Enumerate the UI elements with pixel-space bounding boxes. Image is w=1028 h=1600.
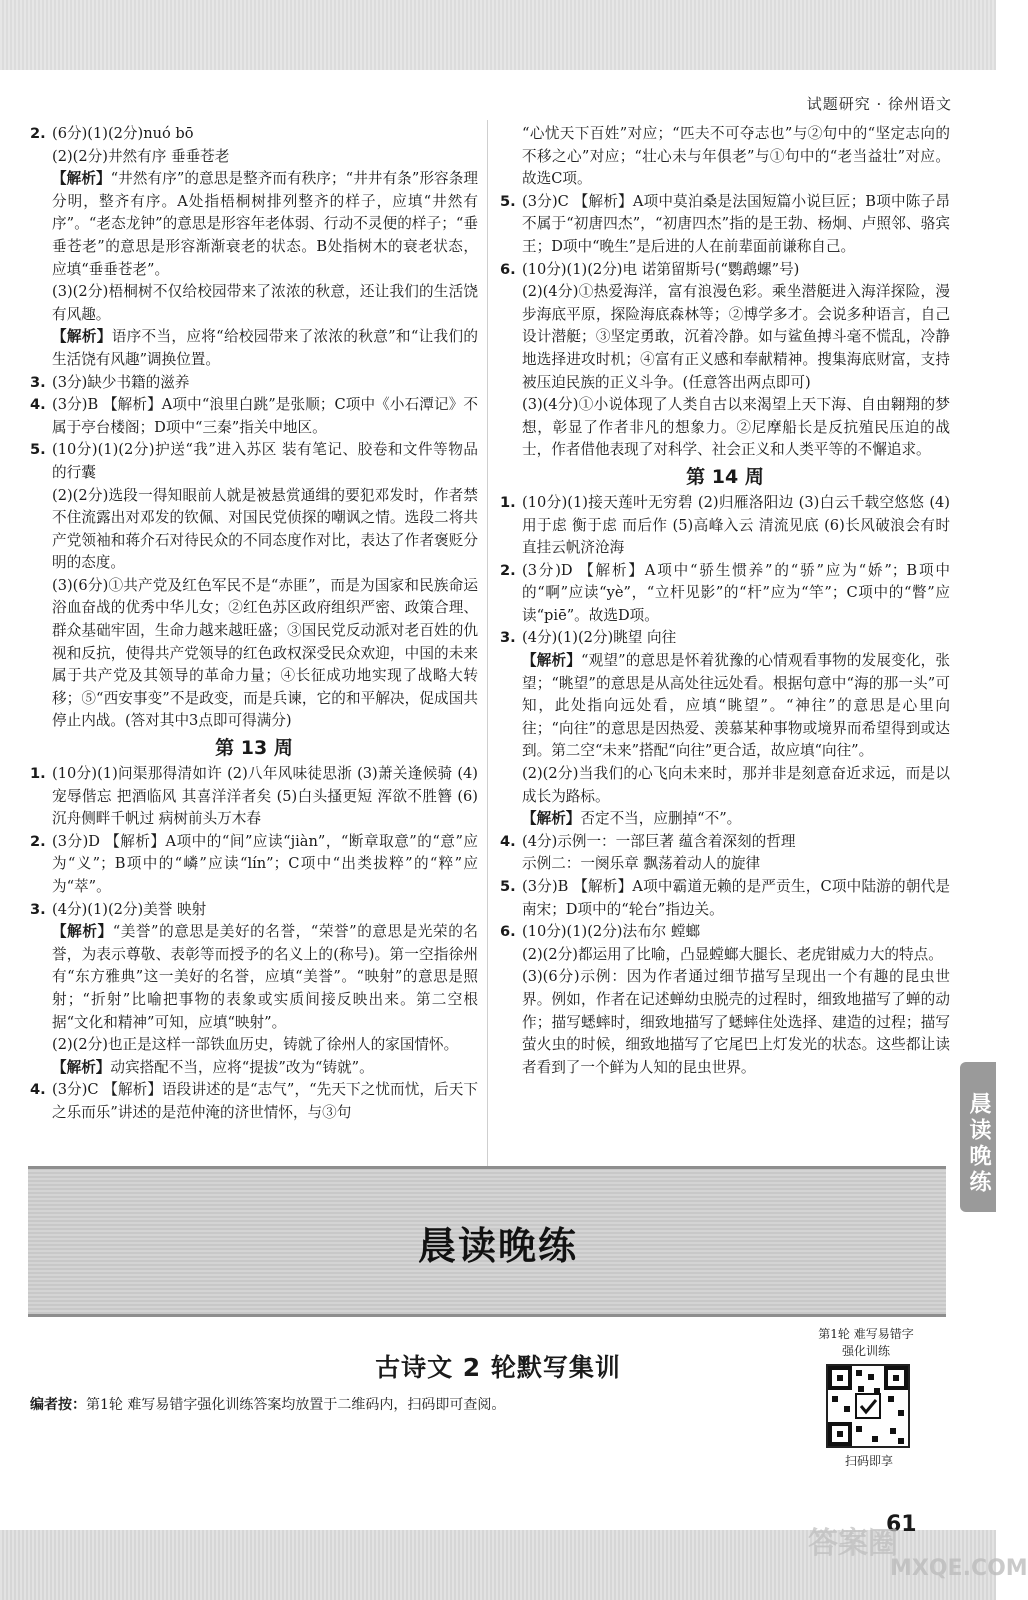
answer-line (500, 259, 950, 282)
side-section-tab: 晨读晚练 (960, 1062, 996, 1212)
analysis-tag: 【解析】 (522, 810, 581, 828)
analysis-tag: 【解析】 (52, 328, 112, 346)
answer-text: (2)(2分)当我们的心飞向未来时，那并非是刻意奋近求远，而是以成长为路标。 (522, 765, 950, 805)
question-number: 6. (500, 260, 516, 278)
question-number: 5. (30, 441, 46, 459)
column-divider (487, 120, 488, 1195)
answer-line (30, 281, 478, 326)
answer-text: 否定不当，应删掉“不”。 (580, 810, 742, 828)
answer-line (30, 168, 478, 281)
answer-text: (2)(4分)①热爱海洋，富有浪漫色彩。乘坐潜艇进入海洋探险，漫步海底平原，探险海底森林等；②博学多才。会说多种语言，自己设计潜艇；③坚定勇敢，沉着冷静。如与鲨鱼搏斗毫不慌乱，冷静地选择进攻时机；④富有正义感和奉献精神。搜集海底财富，支持被压迫民族的正义斗争。(任意答出两点即可) (522, 283, 950, 391)
editor-note-label: 编者按： (30, 1397, 86, 1413)
qr-caption: 第1轮 难写易错字强化训练 (818, 1327, 914, 1358)
right-column (500, 123, 950, 1079)
answer-line (500, 394, 950, 462)
page-number: 61 (886, 1512, 917, 1537)
answer-text: (4分)示例一：一部巨著 蕴含着深刻的哲理 (522, 832, 796, 850)
question-number: 4. (500, 832, 516, 850)
top-scan-strip (0, 0, 996, 70)
question-number: 4. (30, 396, 46, 414)
answer-line (500, 966, 950, 1079)
answer-text: (4分)(1)(2分)眺望 向往 (522, 629, 677, 647)
question-number: 4. (30, 1081, 46, 1099)
answer-text: (3)(6分)①共产党及红色军民不是“赤匪”，而是为国家和民族命运浴血奋战的优秀中华儿女；②红色苏区政府组织严密、政策合理、群众基础牢固，生命力越来越旺盛；③国民党反动派对老百姓的仇视和反抗，使得共产党领导的红色政权深受民众欢迎，中国的未来属于共产党及其领导的革命力量；④长征成功地实现了战略大转移；⑤“西安事变”不是政变，而是兵谏，它的和平解决，促成国共停止内战。(答对其中3点即可得满分) (52, 576, 478, 730)
week-14-heading: 第 14 周 (686, 465, 764, 488)
answer-text: (3)(2分)梧桐树不仅给校园带来了浓浓的秋意，还让我们的生活饶有风趣。 (52, 283, 478, 323)
qr-code[interactable] (826, 1364, 910, 1448)
answer-line (30, 899, 478, 922)
answer-line (500, 944, 950, 967)
answer-line (30, 1034, 478, 1057)
question-number: 5. (500, 878, 516, 895)
section-title: 古诗文 2 轮默写集训 (375, 1353, 621, 1382)
question-number: 2. (500, 561, 516, 579)
question-number: 3. (500, 629, 516, 647)
answer-line (30, 575, 478, 733)
answer-text: (3分)缺少书籍的滋养 (52, 373, 190, 391)
answer-line (500, 650, 950, 763)
answer-line (30, 146, 478, 169)
answer-line (500, 281, 950, 394)
answer-line (500, 123, 950, 191)
answer-line (500, 627, 950, 650)
answer-line (500, 921, 950, 944)
answer-line (30, 831, 478, 899)
qr-code-icon (828, 1366, 908, 1446)
answer-line (500, 560, 950, 628)
answer-line (30, 372, 478, 395)
answer-line (30, 439, 478, 484)
question-number: 3. (30, 900, 46, 918)
answer-text: (2)(2分)选段一得知眼前人就是被悬赏通缉的要犯邓发时，作者禁不住流露出对邓发的钦佩、对国民党侦探的嘲讽之情。选段二将共产党领袖和蒋介石对待民众的不同态度作对比，表达了作者褒贬分明的态度。 (52, 486, 478, 572)
banner-top-rule (28, 1166, 946, 1169)
answer-line (500, 763, 950, 808)
answer-text: (2)(2分)井然有序 垂垂苍老 (52, 147, 230, 165)
question-number: 1. (30, 765, 46, 783)
answer-text: (10分)(1)问渠那得清如许 (2)八年风味徒思浙 (3)萧关逢候骑 (4)宠辱偕忘 把酒临风 其喜洋洋者矣 (5)白头搔更短 浑欲不胜簪 (6)沉舟侧畔千帆过 病树前头万木春 (52, 765, 478, 828)
answer-line (500, 492, 950, 560)
question-number: 1. (500, 493, 516, 511)
question-number: 6. (500, 923, 516, 941)
answer-line (500, 831, 950, 854)
answer-line (30, 763, 478, 831)
answer-text: (3分)B 【解析】A项中霸道无赖的是严贡生，C项中陆游的朝代是南宋；D项中的“轮台”指边关。 (522, 878, 950, 918)
answer-text: (2)(2分)也正是这样一部铁血历史，铸就了徐州人的家国情怀。 (52, 1036, 459, 1054)
watermark-logo: 答案圈 (808, 1526, 898, 1561)
answer-text: (6分)(1)(2分)nuó bō (52, 125, 194, 142)
editor-note (30, 1394, 505, 1414)
answer-text: (10分)(1)(2分)电 诺第留斯号(“鹦鹉螺”号) (522, 260, 800, 278)
analysis-tag: 【解析】 (522, 652, 581, 670)
answer-text: (3分)B 【解析】A项中“浪里白跳”是张顺；C项中《小石潭记》不属于亭台楼阁；D项中“三秦”指关中地区。 (52, 396, 478, 436)
answer-text: 示例二：一阕乐章 飘荡着动人的旋律 (522, 855, 761, 873)
answer-line (30, 123, 478, 146)
answer-text: (3分)D 【解析】A项中的“间”应读“jiàn”，“断章取意”的“意”应为“义”；B项中的“嶙”应读“lín”；C项中“出类拔粹”的“粹”应为“萃”。 (52, 832, 478, 895)
answer-text: “观望”的意思是怀着犹豫的心情观看事物的发展变化，张望；“眺望”的意思是从高处往远处看。根据句意中“海的那一头”可知，此处指向远处看，应填“眺望”。“神往”的意思是心里向往；“向往”的意思是因热爱、羡慕某种事物或境界而希望得到或达到。第二空“未来”搭配“向往”更合适，故应填“向往”。 (522, 652, 950, 760)
editor-note-text: 第1轮 难写易错字强化训练答案均放置于二维码内，扫码即可查阅。 (86, 1397, 506, 1413)
answer-line (500, 808, 950, 831)
answer-text: “心忧天下百姓”对应；“匹夫不可夺志也”与②句中的“坚定志向的不移之心”对应；“壮心未与年俱老”与①句中的“老当益壮”对应。故选C项。 (522, 125, 950, 188)
answer-text: (3分)C 【解析】A项中莫泊桑是法国短篇小说巨匠；B项中陈子昂不属于“初唐四杰”，“初唐四杰”指的是王勃、杨炯、卢照邻、骆宾王；D项中“晚生”是后进的人在前辈面前谦称自己。 (522, 192, 950, 255)
answer-line (30, 921, 478, 1034)
answer-text: “美誉”的意思是美好的名誉，“荣誉”的意思是光荣的名誉，为表示尊敬、表彰等而授予的名义上的(称号)。第一空指徐州有“东方雅典”这一美好的名誉，应填“美誉”。“映射”的意思是照射；“折射”比喻把事物的表象或实质间接反映出来。第二空根据“文化和精神”可知，应填“映射”。 (52, 923, 478, 1031)
answer-text: (3分)D 【解析】A项中“骄生惯养”的“骄”应为“娇”；B项中的“啊”应读“yè”，“立杆见影”的“杆”应为“竿”；C项中的“瞥”应读“piē”。故选D项。 (522, 561, 950, 624)
answer-text: 动宾搭配不当，应将“提拔”改为“铸就”。 (110, 1058, 374, 1076)
question-number: 3. (30, 373, 46, 391)
answer-line (30, 1057, 478, 1080)
analysis-tag: 【解析】 (52, 923, 113, 941)
question-number: 5. (500, 192, 516, 210)
answer-line (30, 1079, 478, 1124)
banner-title: 晨读晚练 (417, 1224, 578, 1268)
answer-line (500, 876, 950, 921)
answer-text: (10分)(1)(2分)法布尔 螳螂 (522, 923, 701, 941)
analysis-tag: 【解析】 (52, 1058, 111, 1076)
watermark-site: MXQE.COM (890, 1556, 1028, 1581)
answer-text: 语序不当，应将“给校园带来了浓浓的秋意”和“让我们的生活饶有风趣”调换位置。 (52, 328, 478, 368)
answer-line (30, 326, 478, 371)
answer-text: “井然有序”的意思是整齐而有秩序；“井井有条”形容条理分明，整齐有序。A处指梧桐树排列整齐的样子，应填“井然有序”。“老态龙钟”的意思是形容年老体弱、行动不灵便的样子；“垂垂苍老”的意思是形容渐渐衰老的状态。B处指树木的衰老状态，应填“垂垂苍老”。 (52, 170, 478, 278)
answer-text: (3分)C 【解析】语段讲述的是“志气”，“先天下之忧而忧，后天下之乐而乐”讲述的是范仲淹的济世情怀，与③句 (52, 1081, 478, 1121)
answer-text: (10分)(1)(2分)护送“我”进入苏区 装有笔记、胶卷和文件等物品的行囊 (52, 441, 478, 481)
answer-line (500, 191, 950, 259)
qr-label: 扫码即享 (844, 1454, 893, 1468)
banner-bottom-rule (28, 1314, 946, 1317)
answer-text: (3)(4分)①小说体现了人类自古以来渴望上天下海、自由翱翔的梦想，彰显了作者非凡的想象力。②尼摩船长是反抗殖民压迫的战士，作者借他表现了对科学、社会正义和人类平等的不懈追求。 (522, 396, 950, 459)
question-number: 2. (30, 832, 46, 850)
answer-line (30, 394, 478, 439)
answer-line (30, 485, 478, 575)
answer-text: (10分)(1)接天莲叶无穷碧 (2)归雁洛阳边 (3)白云千载空悠悠 (4)用于虑 衡于虑 而后作 (5)高峰入云 清流见底 (6)长风破浪会有时 直挂云帆济沧海 (522, 493, 950, 557)
answer-text: (4分)(1)(2分)美誉 映射 (52, 900, 207, 918)
answer-text: (2)(2分)都运用了比喻，凸显螳螂大腿长、老虎钳威力大的特点。 (522, 945, 943, 963)
week-13-heading: 第 13 周 (215, 737, 293, 760)
question-number: 2. (30, 125, 46, 142)
answer-text: (3)(6分)示例：因为作者通过细节描写呈现出一个有趣的昆虫世界。例如，作者在记述蝉幼虫脱壳的过程时，细致地描写了蝉的动作；描写蟋蟀时，细致地描写了蟋蟀住处选择、建造的过程；描写萤火虫的时候，细致地描写了它尾巴上灯发光的状态。这些都让读者看到了一个鲜为人知的昆虫世界。 (522, 968, 950, 1076)
analysis-tag: 【解析】 (52, 170, 111, 188)
left-column (30, 123, 478, 1125)
running-header: 试题研究 · 徐州语文 (806, 95, 952, 113)
answer-line (500, 853, 950, 876)
